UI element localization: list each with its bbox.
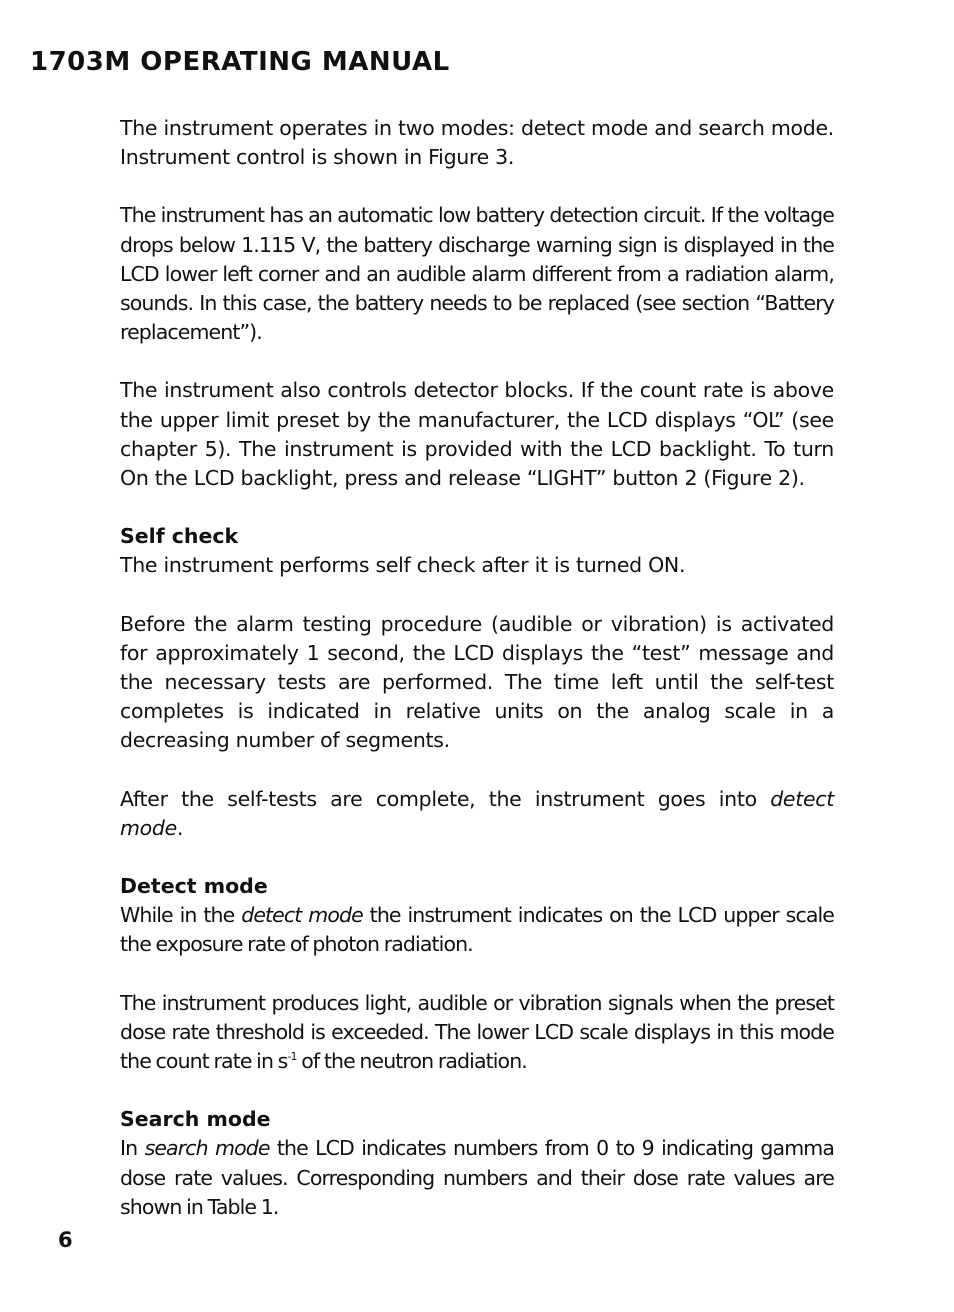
section-heading-self-check: Self check — [120, 524, 239, 549]
search-mode-p1-text-after: the LCD indicates numbers from 0 to 9 indicating gamma dose rate values. Corresponding numbers and their dose rate values are shown in Table 1. — [120, 1136, 834, 1219]
section-heading-search-mode: Search mode — [120, 1107, 271, 1132]
page-body — [120, 114, 834, 1251]
detect-mode-p1-emphasis: detect mode — [241, 903, 363, 928]
intro-paragraph-modes: The instrument operates in two modes: detect mode and search mode. Instrument control is shown in Figure 3. — [120, 116, 834, 170]
self-check-paragraph-2: Before the alarm testing procedure (audible or vibration) is activated for approximately 1 second, the LCD displays the “test” message and the necessary tests are performed. The time left until the self-test completes is indicated in relative units on the analog scale in a decreasing number of segments. — [120, 611, 834, 753]
self-check-paragraph-3 — [120, 785, 834, 843]
manual-title: 1703M OPERATING MANUAL — [30, 47, 450, 77]
self-check-p3-emphasis: detect mode — [120, 786, 834, 840]
detect-mode-p2-superscript: -1 — [287, 1050, 297, 1064]
section-heading-detect-mode: Detect mode — [120, 874, 268, 899]
self-check-p3-text-before: After the self-tests are complete, the instrument goes into — [120, 786, 771, 811]
detect-mode-paragraph-1 — [120, 901, 834, 959]
self-check-paragraph-1: The instrument performs self check after it is turned ON. — [120, 553, 686, 578]
detect-mode-p1-text-before: While in the — [120, 903, 242, 928]
search-mode-paragraph-1 — [120, 1134, 834, 1222]
detect-mode-p2-text-after: of the neutron radiation. — [296, 1049, 527, 1074]
detect-mode-paragraph-2 — [120, 989, 834, 1077]
detect-mode-p1-text-after: the instrument indicates on the LCD upper scale the exposure rate of photon radiation. — [120, 903, 834, 957]
intro-paragraph-detector-blocks: The instrument also controls detector blocks. If the count rate is above the upper limit preset by the manufacturer, the LCD displays “OL” (see chapter 5). The instrument is provided with the LCD backlight. To turn On the LCD backlight, press and release “LIGHT” button 2 (Figure 2). — [120, 378, 834, 491]
page-number: 6 — [58, 1228, 73, 1252]
intro-paragraph-battery: The instrument has an automatic low battery detection circuit. If the voltage drops below 1.115 V, the battery discharge warning sign is displayed in the LCD lower left corner and an audible alarm different from a radiation alarm, sounds. In this case, the battery needs to be replaced (see section “Battery replacement”). — [120, 203, 834, 345]
self-check-p3-text-after: . — [176, 815, 184, 840]
detect-mode-p2-text-before: The instrument produces light, audible or vibration signals when the preset dose rate threshold is exceeded. The lower LCD scale displays in this mode the count rate in s — [120, 990, 834, 1074]
search-mode-p1-emphasis: search mode — [144, 1136, 270, 1161]
search-mode-p1-text-before: In — [120, 1136, 145, 1161]
